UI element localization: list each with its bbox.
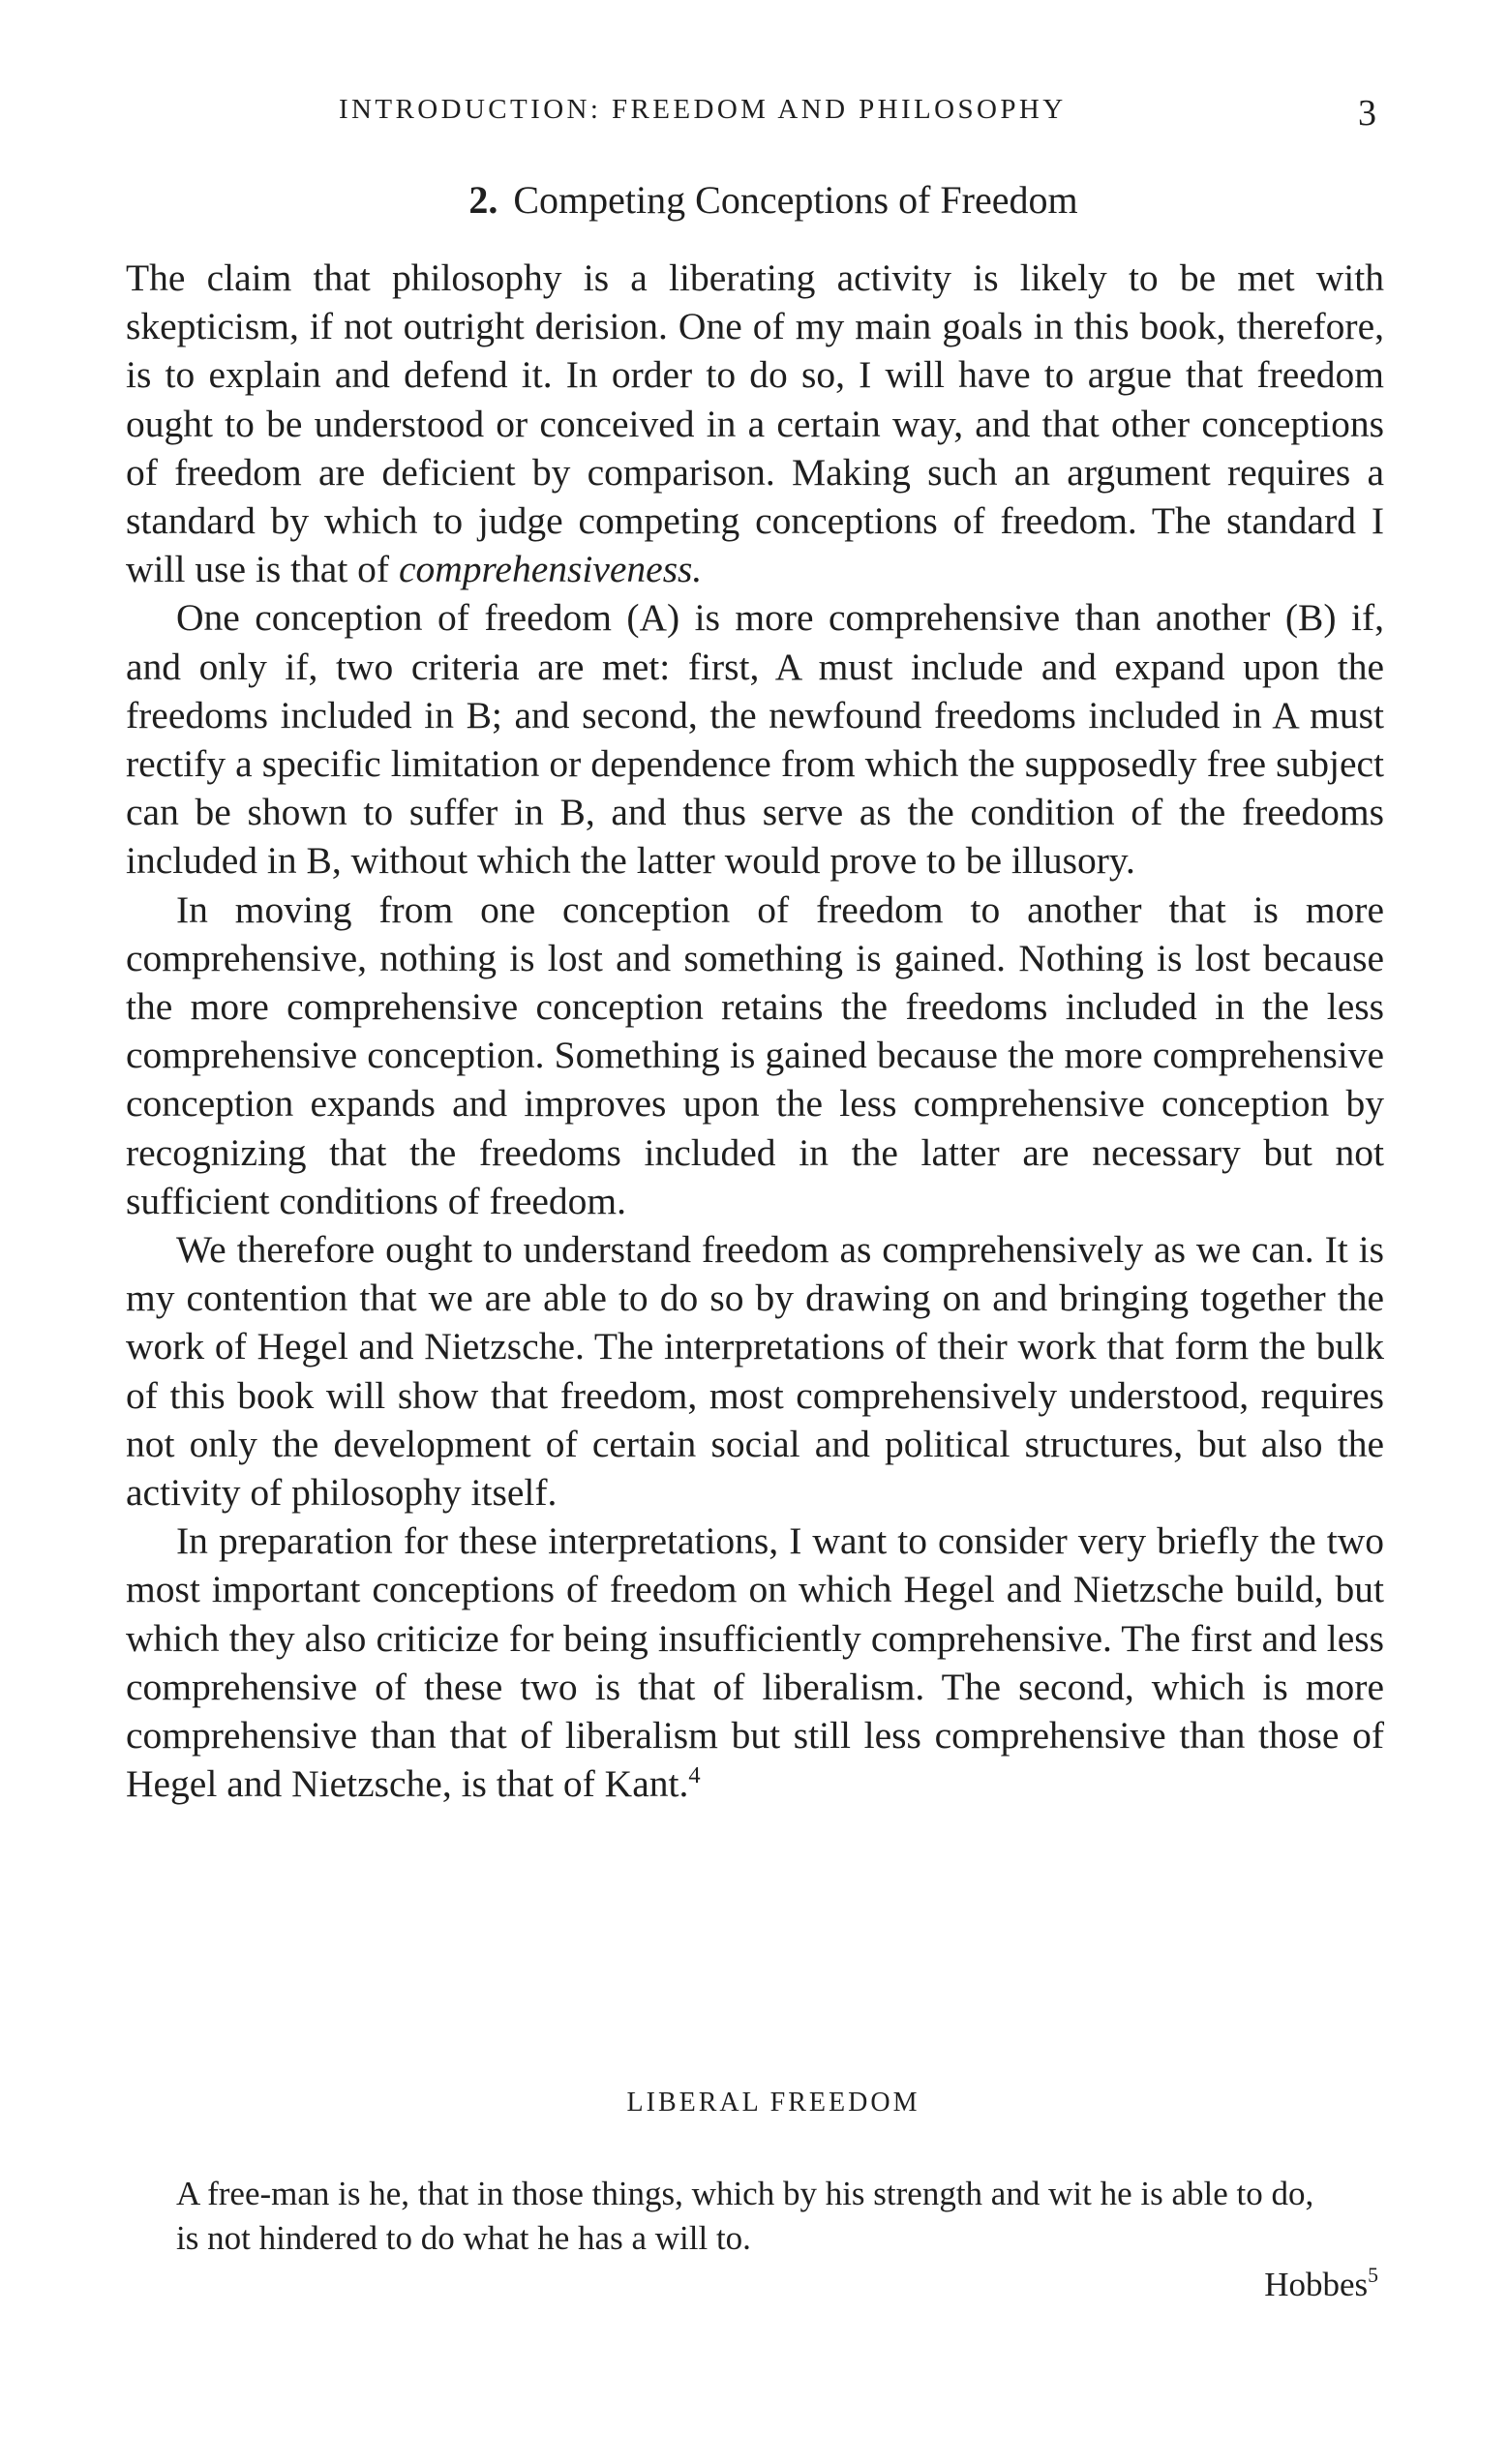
- paragraph-1-text: The claim that philosophy is a liberating activity is likely to be met with skepticism, if not outright derision. One of my main goals in this book, therefore, is to explain and defend it. In order to do so, I will have to argue that freedom ought to be understood or conceived in a certain way, and that other conceptions of freedom are deficient by comparison. Making such an argument requires a standard by which to judge competing conceptions of freedom. The standard I will use is that of: [126, 256, 1384, 591]
- paragraph-5: [126, 1517, 1384, 1808]
- section-number: 2.: [468, 178, 498, 222]
- page-number: 3: [1358, 93, 1376, 134]
- footnote-ref-4[interactable]: 4: [688, 1762, 701, 1789]
- paragraph-2: One conception of freedom (A) is more comprehensive than another (B) if, and only if, two criteria are met: first, A must include and expand upon the freedoms included in B; and second, the newfound freedoms included in A must rectify a specific limitation or dependence from which the supposedly free subject can be shown to suffer in B, and thus serve as the condition of the freedoms included in B, without which the latter would prove to be illusory.: [126, 596, 1384, 883]
- paragraph-1: [126, 254, 1384, 593]
- paragraph-1-emphasis: comprehensiveness.: [398, 548, 703, 591]
- epigraph-quote: A free-man is he, that in those things, which by his strength and wit he is able to do, is not hindered to do what he has a will to.: [176, 2175, 1314, 2257]
- epigraph-attribution: [1264, 2266, 1378, 2304]
- paragraph-4: We therefore ought to understand freedom as comprehensively as we can. It is my contention that we are able to do so by drawing on and bringing together the work of Hegel and Nietzsche. The interpretations of their work that form the bulk of this book will show that freedom, most comprehensively understood, requires not only the development of certain social and political structures, but also the activity of philosophy itself.: [126, 1228, 1384, 1515]
- running-title: INTRODUCTION: FREEDOM AND PHILOSOPHY: [339, 94, 1067, 125]
- paragraph-5-text: In preparation for these interpretations, I want to consider very briefly the two most important conceptions of freedom on which Hegel and Nietzsche build, but which they also criticize for being insufficiently comprehensive. The first and less comprehensive of these two is that of liberalism. The second, which is more comprehensive than that of liberalism but still less comprehensive than those of Hegel and Nietzsche, is that of Kant.: [126, 1519, 1384, 1806]
- paragraph-3: In moving from one conception of freedom to another that is more comprehensive, nothing is lost and something is gained. Nothing is lost because the more comprehensive conception retains the freedoms included in the less comprehensive conception. Something is gained because the more comprehensive conception expands and improves upon the less comprehensive conception by recognizing that the freedoms included in the latter are necessary but not sufficient conditions of freedom.: [126, 887, 1384, 1222]
- section-heading: [0, 177, 1508, 223]
- subsection-heading: LIBERAL FREEDOM: [626, 2088, 920, 2118]
- running-head: [126, 92, 1384, 136]
- epigraph-author: Hobbes: [1264, 2266, 1369, 2303]
- body-text: [126, 254, 1384, 1809]
- section-title: Competing Conceptions of Freedom: [513, 178, 1078, 222]
- footnote-ref-5[interactable]: 5: [1368, 2264, 1378, 2287]
